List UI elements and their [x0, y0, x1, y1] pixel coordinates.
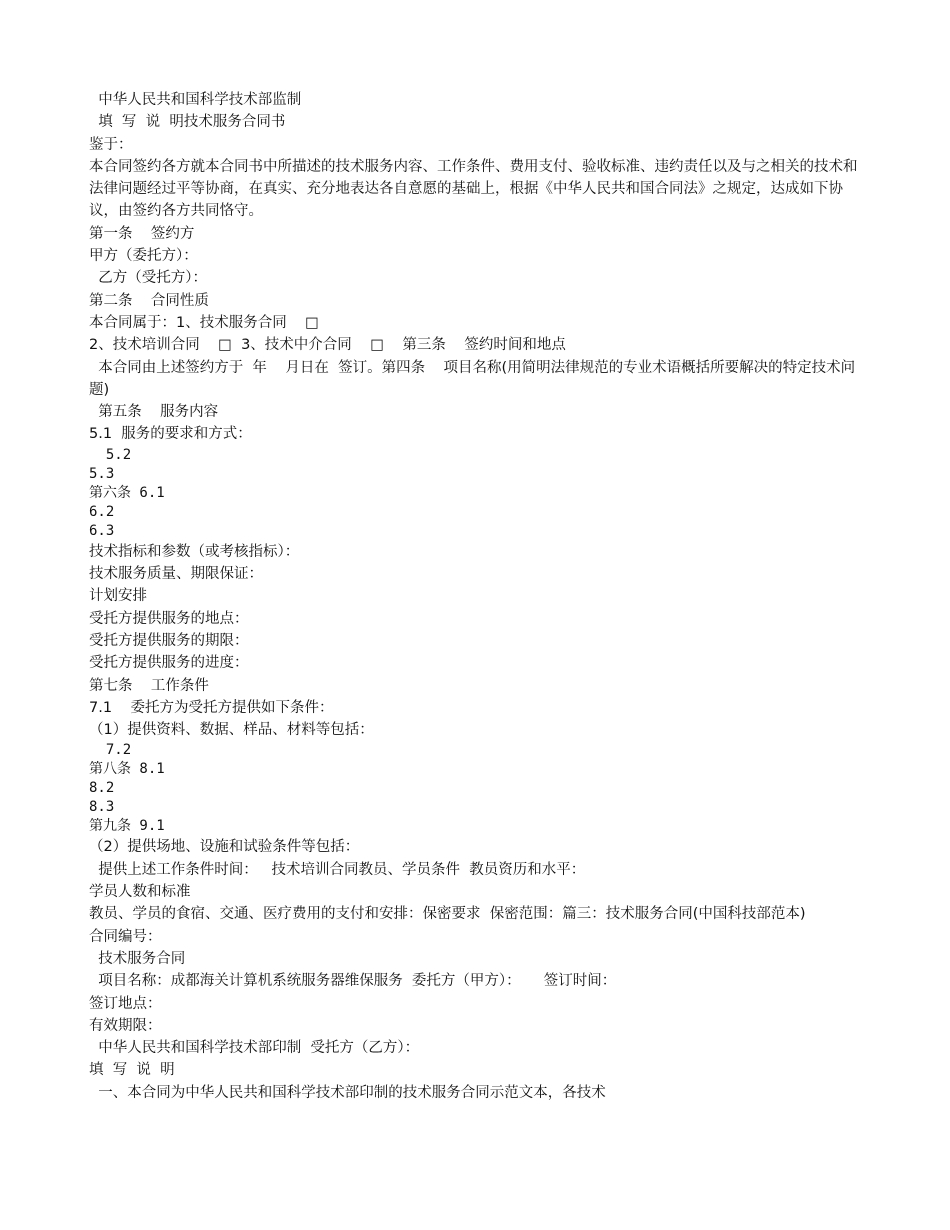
article-7-heading: 第七条 工作条件: [89, 677, 209, 694]
instruction-item-1: 一、本合同为中华人民共和国科学技术部印制的技术服务合同示范文本，各技术: [89, 1084, 606, 1101]
provide-materials-line: （1）提供资料、数据、样品、材料等包括：: [89, 722, 374, 739]
clause-5-3: 5.3: [89, 465, 115, 482]
service-location-line: 受托方提供服务的地点：: [89, 610, 249, 627]
article-9-heading: 第九条 9.1: [89, 818, 165, 835]
clause-6-3: 6.3: [89, 522, 115, 539]
preamble-paragraph: 本合同签约各方就本合同书中所描述的技术服务内容、工作条件、费用支付、验收标准、违约责任以及与之相关的技术和法律问题经过平等协商，在真实、充分地表达各自意愿的基础上，根据《中华人民共和国合同法》之规定，达成如下协议，由签约各方共同恪守。: [89, 158, 858, 220]
instructions-heading: 填 写 说 明: [89, 1062, 175, 1079]
quality-guarantee-line: 技术服务质量、期限保证：: [89, 566, 263, 583]
clause-8-3: 8.3: [89, 799, 115, 816]
clause-7-1: 7.1 委托方为受托方提供如下条件：: [89, 699, 334, 716]
article-5-heading: 第五条 服务内容: [89, 404, 219, 421]
clause-6-2: 6.2: [89, 503, 115, 520]
contract-title: 技术服务合同: [89, 950, 186, 967]
tech-indicators-line: 技术指标和参数（或考核指标）：: [89, 543, 300, 560]
plan-line: 计划安排: [89, 588, 147, 605]
clause-8-2: 8.2: [89, 780, 115, 797]
supervisor-line: 中华人民共和国科学技术部监制: [89, 92, 302, 108]
party-b-label: 乙方（受托方）：: [89, 270, 207, 287]
service-period-line: 受托方提供服务的期限：: [89, 632, 249, 649]
printer-line: 中华人民共和国科学技术部印制 受托方（乙方）：: [89, 1040, 420, 1057]
provide-facilities-line: （2）提供场地、设施和试验条件等包括：: [89, 839, 360, 856]
conditions-time-line: 提供上述工作条件时间： 技术培训合同教员、学员条件 教员资历和水平：: [89, 861, 586, 878]
clause-7-2: 7.2: [89, 742, 132, 759]
article-6-heading: 第六条 6.1: [89, 484, 165, 501]
service-progress-line: 受托方提供服务的进度：: [89, 655, 249, 672]
contract-number-label: 合同编号：: [89, 928, 162, 945]
expenses-confidentiality-paragraph: 教员、学员的食宿、交通、医疗费用的支付和安排：保密要求 保密范围：篇三：技术服务合同(中国科技部范本): [89, 906, 806, 923]
whereas-label: 鉴于：: [89, 136, 133, 153]
contract-type-line-2: 2、技术培训合同 □ 3、技术中介合同 □ 第三条 签约时间和地点: [89, 337, 566, 354]
clause-5-2: 5.2: [89, 446, 132, 463]
contract-type-line-1: 本合同属于：1、技术服务合同 □: [89, 314, 319, 331]
article-1-heading: 第一条 签约方: [89, 225, 195, 242]
project-name-line: 项目名称：成都海关计算机系统服务器维保服务 委托方（甲方）： 签订时间：: [89, 973, 617, 990]
document-body: [89, 89, 859, 1104]
article-2-heading: 第二条 合同性质: [89, 292, 209, 309]
trainee-count-line: 学员人数和标准: [89, 884, 191, 901]
party-a-label: 甲方（委托方）：: [89, 248, 198, 265]
signing-place-label: 签订地点：: [89, 995, 162, 1012]
article-8-heading: 第八条 8.1: [89, 761, 165, 778]
validity-period-label: 有效期限：: [89, 1017, 162, 1034]
clause-5-1: 5.1 服务的要求和方式：: [89, 426, 252, 443]
signing-paragraph: 本合同由上述签约方于 年 月日在 签订。第四条 项目名称(用简明法律规范的专业术语概括所要解决的特定技术问题): [89, 359, 856, 398]
instructions-title: 填 写 说 明技术服务合同书: [89, 114, 286, 131]
